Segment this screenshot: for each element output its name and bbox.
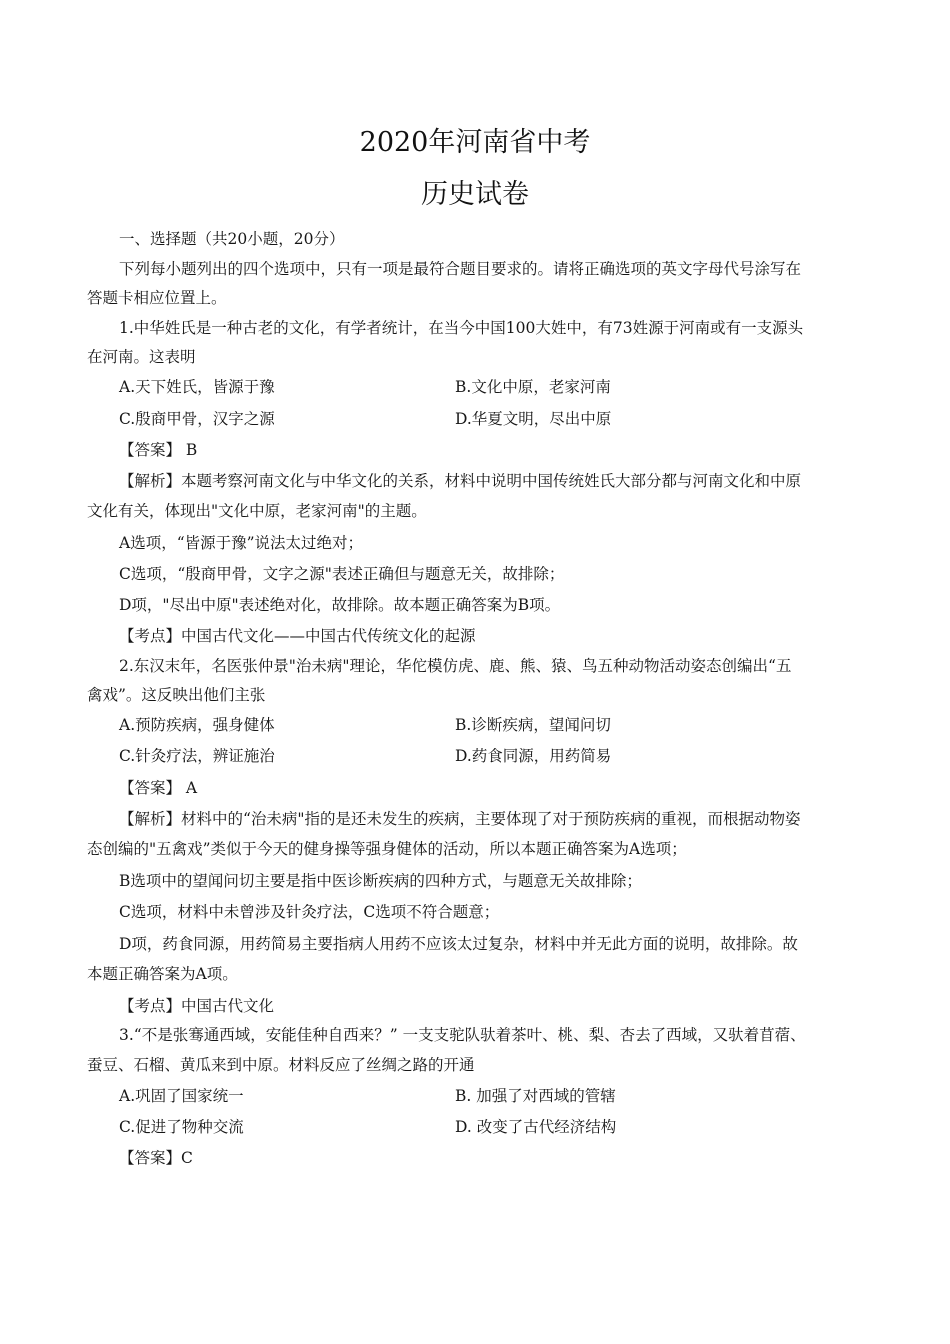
q2-analysis-line: D项，药食同源，用药简易主要指病人用药不应该太过复杂，材料中并无此方面的说明，故排除。故 — [119, 935, 798, 953]
q1-analysis-line: 文化有关，体现出"文化中原，老家河南"的主题。 — [87, 502, 427, 520]
q1-stem-line: 1.中华姓氏是一种古老的文化，有学者统计，在当今中国100大姓中，有73姓源于河南或有一支源头 — [119, 319, 804, 337]
q1-analysis-line: C选项，“殷商甲骨，文字之源"表述正确但与题意无关，故排除； — [119, 565, 565, 583]
q3-stem-line: 3.“不是张骞通西域，安能佳种自西来？” 一支支驼队驮着茶叶、桃、梨、杏去了西域，又驮着苜蓿、 — [119, 1026, 806, 1044]
q1-stem-line: 在河南。这表明 — [87, 348, 196, 366]
q2-analysis-line: 本题正确答案为A项。 — [87, 965, 238, 983]
q2-stem-line: 2.东汉末年，名医张仲景"治未病"理论，华佗模仿虎、鹿、熊、猿、鸟五种动物活动姿态创编出“五 — [119, 657, 792, 675]
q2-analysis-line: 【解析】材料中的“治未病"指的是还未发生的疾病，主要体现了对于预防疾病的重视，而根据动物姿 — [119, 810, 801, 828]
q1-analysis-line: D项，"尽出中原"表述绝对化，故排除。故本题正确答案为B项。 — [119, 596, 561, 614]
q2-answer: 【答案】 A — [119, 779, 198, 797]
q1-analysis-line: 【解析】本题考察河南文化与中华文化的关系，材料中说明中国传统姓氏大部分都与河南文化和中原 — [119, 472, 802, 490]
q1-point: 【考点】中国古代文化——中国古代传统文化的起源 — [119, 627, 476, 645]
exam-title-line1: 2020年河南省中考 — [359, 127, 591, 158]
section-heading: 一、选择题（共20小题，20分） — [119, 230, 345, 248]
instructions-line: 下列每小题列出的四个选项中，只有一项是最符合题目要求的。请将正确选项的英文字母代号涂写在 — [119, 260, 802, 278]
exam-title-line2: 历史试卷 — [421, 179, 529, 210]
q2-analysis-line: C选项，材料中未曾涉及针灸疗法，C选项不符合题意； — [119, 903, 500, 921]
q1-option-d: D.华夏文明，尽出中原 — [455, 410, 612, 428]
q3-stem-line: 蚕豆、石榴、黄瓜来到中原。材料反应了丝绸之路的开通 — [87, 1056, 475, 1074]
q3-option-a: A.巩固了国家统一 — [119, 1087, 244, 1105]
q3-answer: 【答案】C — [119, 1149, 193, 1167]
q3-option-d: D. 改变了古代经济结构 — [455, 1118, 617, 1136]
q1-analysis-line: A选项，“皆源于豫”说法太过绝对； — [119, 534, 364, 552]
q2-stem-line: 禽戏”。这反映出他们主张 — [87, 686, 266, 704]
q1-option-c: C.殷商甲骨，汉字之源 — [119, 410, 275, 428]
q2-analysis-line: 态创编的"五禽戏”类似于今天的健身操等强身健体的活动，所以本题正确答案为A选项； — [87, 840, 687, 858]
q2-option-c: C.针灸疗法，辨证施治 — [119, 747, 275, 765]
q1-option-a: A.天下姓氏，皆源于豫 — [119, 378, 275, 396]
q2-point: 【考点】中国古代文化 — [119, 997, 275, 1015]
q3-option-b: B. 加强了对西域的管辖 — [455, 1087, 616, 1105]
q1-option-b: B.文化中原，老家河南 — [455, 378, 611, 396]
instructions-line: 答题卡相应位置上。 — [87, 289, 227, 307]
q2-option-a: A.预防疾病，强身健体 — [119, 716, 275, 734]
q2-analysis-line: B选项中的望闻问切主要是指中医诊断疾病的四种方式，与题意无关故排除； — [119, 872, 642, 890]
q2-option-d: D.药食同源，用药简易 — [455, 747, 612, 765]
q1-answer: 【答案】 B — [119, 441, 198, 459]
q3-option-c: C.促进了物种交流 — [119, 1118, 244, 1136]
q2-option-b: B.诊断疾病，望闻问切 — [455, 716, 611, 734]
